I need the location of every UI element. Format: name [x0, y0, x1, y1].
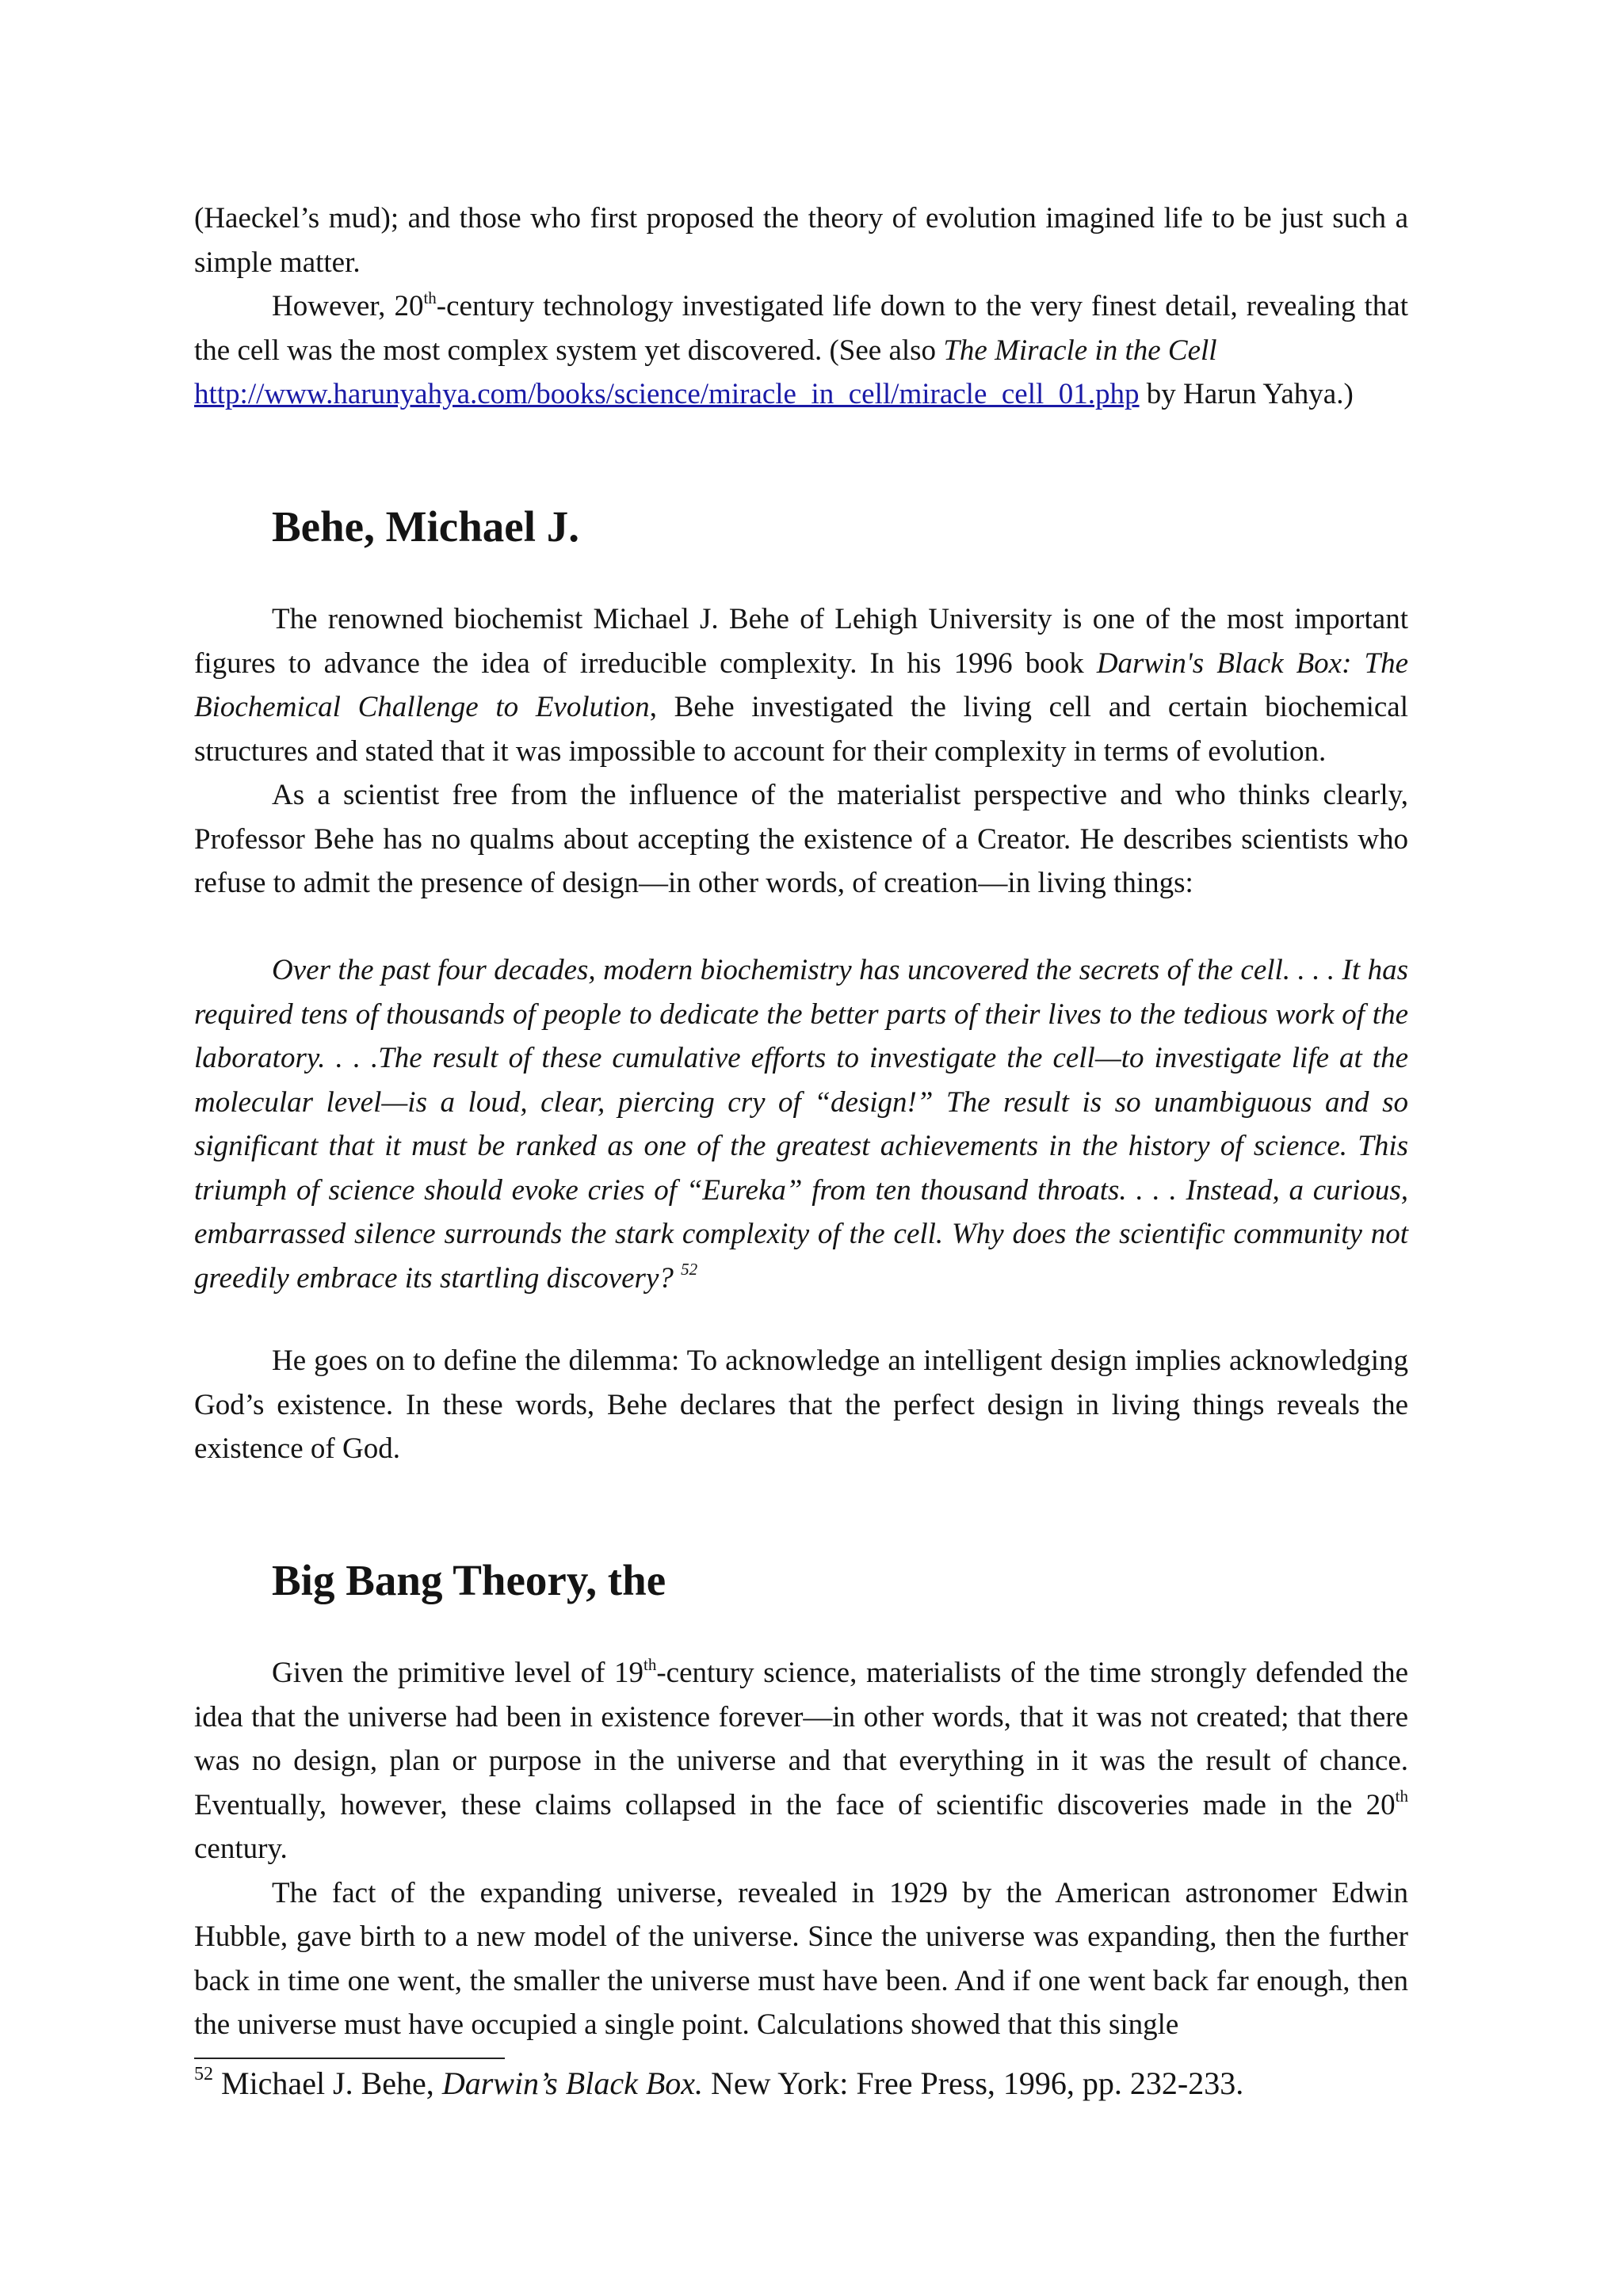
section-heading-behe: Behe, Michael J. [272, 502, 579, 551]
intro-section [194, 196, 1408, 417]
behe-p1-text-a: The renowned biochemist Michael J. Behe of Lehigh University is one of the most important figures to advance the idea of irreducible complexity. In his 1996 book [194, 603, 1408, 680]
footnote-publication: New York: Free Press, 1996, pp. 232-233. [703, 2065, 1244, 2101]
intro-paragraph-2 [194, 284, 1408, 417]
section-heading-big-bang: Big Bang Theory, the [272, 1556, 666, 1604]
ordinal-superscript: th [643, 1654, 657, 1674]
big-bang-section-body [194, 1651, 1408, 2047]
behe-section-body [194, 597, 1408, 906]
behe-quote-text: Over the past four decades, modern biochemistry has uncovered the secrets of the cell. . . . It has required tens of thousands of people to dedicate the better parts of their lives to the tedious work of the laboratory. . . .The result of these cumulative efforts to investigate the cell—to investigate life at the molecular level—is a loud, clear, piercing cry of “design!” The result is so unambiguous and so significant that it must be ranked as one of the greatest achievements in the history of science. This triumph of science should evoke cries of “Eureka” from ten thousand throats. . . . Instead, a curious, embarrassed silence surrounds the stark complexity of the cell. Why does the scientific community not greedily embrace its startling discovery? [194, 954, 1408, 1295]
harunyahya-link[interactable]: http://www.harunyahya.com/books/science/miracle_in_cell/miracle_cell_01.php [194, 378, 1140, 410]
big-bang-paragraph-1 [194, 1651, 1408, 1871]
footnote-separator [194, 2058, 505, 2059]
footnote-book-title: Darwin’s Black Box. [441, 2065, 704, 2101]
big-bang-paragraph-2: The fact of the expanding universe, revealed in 1929 by the American astronomer Edwin Hubble, gave birth to a new model of the universe. Since the universe was expanding, then the further back in time one went, the smaller the universe must have been. And if one went back far enough, then the universe must have occupied a single point. Calculations showed that this single [194, 1876, 1408, 2041]
footnote-reference[interactable]: 52 [681, 1260, 698, 1280]
ordinal-superscript: th [423, 288, 437, 307]
intro-p2-text-c: by Harun Yahya.) [1139, 378, 1354, 410]
intro-p2-text-b: -century technology investigated life down to the very finest detail, revealing that the cell was the most complex system yet discovered. (See also [194, 290, 1408, 367]
behe-quote [194, 948, 1408, 1300]
intro-paragraph-1: (Haeckel’s mud); and those who first proposed the theory of evolution imagined life to be just such a simple matter. [194, 202, 1408, 279]
footnote-author: Michael J. Behe, [213, 2065, 442, 2101]
footnote-number: 52 [194, 2063, 213, 2084]
big-bang-p1-text-b: -century science, materialists of the time strongly defended the idea that the universe had been in existence forever—in other words, that it was not created; that there was no design, plan or purpose in the universe and that everything in it was the result of chance. Eventually, however, these claims collapsed in the face of scientific discoveries made in the 20 [194, 1657, 1408, 1821]
ordinal-superscript: th [1395, 1787, 1408, 1806]
intro-p2-text-a: However, 20 [272, 290, 424, 322]
big-bang-p1-text-a: Given the primitive level of 19 [272, 1657, 644, 1689]
behe-p1-text-b: , Behe investigated the living cell and certain biochemical structures and stated that it was impossible to account for their complexity in terms of evolution. [194, 691, 1408, 768]
book-title-miracle-in-the-cell: The Miracle in the Cell [943, 334, 1217, 367]
behe-paragraph-2: As a scientist free from the influence of the materialist perspective and who thinks clearly, Professor Behe has no qualms about accepting the existence of a Creator. He describes scientists who refuse to admit the presence of design—in other words, of creation—in living things: [194, 779, 1408, 899]
behe-followup [194, 1339, 1408, 1471]
behe-paragraph-1 [194, 597, 1408, 773]
footnote [194, 2060, 1408, 2107]
big-bang-p1-text-c: century. [194, 1833, 288, 1865]
behe-paragraph-3: He goes on to define the dilemma: To acknowledge an intelligent design implies acknowledging God’s existence. In these words, Behe declares that the perfect design in living things reveals the existence of God. [194, 1344, 1408, 1465]
behe-quote-block [194, 948, 1408, 1300]
book-title-darwins-black-box: Darwin's Black Box: The Biochemical Challenge to Evolution [194, 646, 1408, 723]
